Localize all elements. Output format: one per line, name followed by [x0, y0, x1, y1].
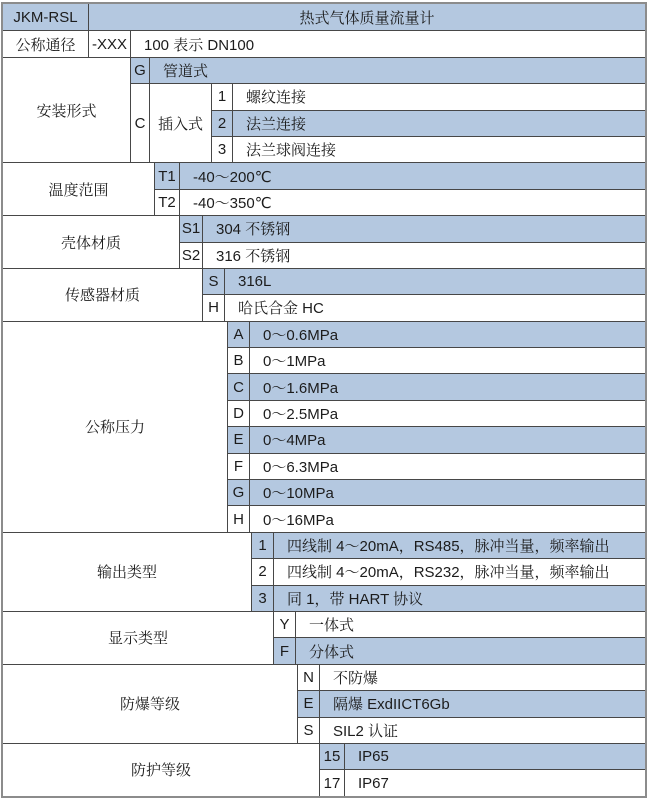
- insertion-option-2-code: 2: [211, 110, 232, 136]
- sensor-option-h-code: H: [202, 294, 224, 320]
- installation-option-c-code: C: [130, 83, 149, 162]
- output-option-1-desc: 四线制 4～20mA，RS485，脉冲当量，频率输出: [273, 532, 645, 558]
- pressure-option-c-desc: 0～1.6MPa: [249, 373, 645, 399]
- temperature-option-t2-code: T2: [154, 189, 179, 215]
- pressure-option-b-desc: 0～1MPa: [249, 347, 645, 373]
- temperature-range-label: 温度范围: [3, 162, 154, 215]
- explosion-option-s-desc: SIL2 认证: [319, 717, 645, 743]
- protection-option-17-code: 17: [319, 769, 344, 795]
- sensor-material-label: 传感器材质: [3, 268, 202, 321]
- pressure-option-g-code: G: [227, 479, 249, 505]
- explosion-option-e-desc: 隔爆 ExdIICT6Gb: [319, 690, 645, 716]
- installation-type-label: 安装形式: [3, 57, 130, 163]
- pressure-option-h-code: H: [227, 505, 249, 531]
- sensor-option-h-desc: 哈氏合金 HC: [224, 294, 645, 320]
- sensor-option-s-desc: 316L: [224, 268, 645, 294]
- output-option-2-code: 2: [251, 558, 273, 584]
- explosion-option-s-code: S: [297, 717, 319, 743]
- installation-option-g-code: G: [130, 57, 149, 83]
- pressure-option-b-code: B: [227, 347, 249, 373]
- display-option-f-desc: 分体式: [295, 637, 645, 663]
- protection-option-17-desc: IP67: [344, 769, 645, 795]
- output-option-3-desc: 同 1，带 HART 协议: [273, 585, 645, 611]
- pressure-option-g-desc: 0～10MPa: [249, 479, 645, 505]
- insertion-option-3-code: 3: [211, 136, 232, 162]
- display-option-y-code: Y: [273, 611, 295, 637]
- pressure-option-f-desc: 0～6.3MPa: [249, 453, 645, 479]
- model-code-cell: JKM-RSL: [3, 4, 88, 30]
- nominal-diameter-code: -XXX: [88, 30, 130, 56]
- explosion-option-n-code: N: [297, 664, 319, 690]
- nominal-diameter-desc: 100 表示 DN100: [130, 30, 645, 56]
- product-selection-table: [1, 2, 647, 798]
- explosion-option-e-code: E: [297, 690, 319, 716]
- housing-option-s1-code: S1: [179, 215, 202, 241]
- display-type-label: 显示类型: [3, 611, 273, 664]
- output-type-label: 输出类型: [3, 532, 251, 611]
- housing-option-s1-desc: 304 不锈钢: [202, 215, 645, 241]
- pressure-option-a-desc: 0～0.6MPa: [249, 321, 645, 347]
- pressure-option-e-code: E: [227, 426, 249, 452]
- nominal-pressure-label: 公称压力: [3, 321, 227, 532]
- temperature-option-t2-desc: -40～350℃: [179, 189, 645, 215]
- housing-option-s2-desc: 316 不锈钢: [202, 242, 645, 268]
- protection-rating-label: 防护等级: [3, 743, 319, 796]
- explosion-proof-label: 防爆等级: [3, 664, 297, 743]
- temperature-option-t1-code: T1: [154, 162, 179, 188]
- insertion-type-label: 插入式: [149, 83, 211, 162]
- pressure-option-d-code: D: [227, 400, 249, 426]
- display-option-f-code: F: [273, 637, 295, 663]
- product-title-cell: 热式气体质量流量计: [88, 4, 645, 30]
- sensor-option-s-code: S: [202, 268, 224, 294]
- installation-option-g-desc: 管道式: [149, 57, 645, 83]
- pressure-option-h-desc: 0～16MPa: [249, 505, 645, 531]
- insertion-option-1-code: 1: [211, 83, 232, 109]
- protection-option-15-code: 15: [319, 743, 344, 769]
- temperature-option-t1-desc: -40～200℃: [179, 162, 645, 188]
- housing-option-s2-code: S2: [179, 242, 202, 268]
- pressure-option-a-code: A: [227, 321, 249, 347]
- insertion-option-3-desc: 法兰球阀连接: [232, 136, 645, 162]
- pressure-option-d-desc: 0～2.5MPa: [249, 400, 645, 426]
- explosion-option-n-desc: 不防爆: [319, 664, 645, 690]
- display-option-y-desc: 一体式: [295, 611, 645, 637]
- pressure-option-e-desc: 0～4MPa: [249, 426, 645, 452]
- output-option-3-code: 3: [251, 585, 273, 611]
- housing-material-label: 壳体材质: [3, 215, 179, 268]
- output-option-1-code: 1: [251, 532, 273, 558]
- output-option-2-desc: 四线制 4～20mA，RS232，脉冲当量，频率输出: [273, 558, 645, 584]
- insertion-option-1-desc: 螺纹连接: [232, 83, 645, 109]
- nominal-diameter-label: 公称通径: [3, 30, 88, 56]
- pressure-option-c-code: C: [227, 373, 249, 399]
- protection-option-15-desc: IP65: [344, 743, 645, 769]
- pressure-option-f-code: F: [227, 453, 249, 479]
- insertion-option-2-desc: 法兰连接: [232, 110, 645, 136]
